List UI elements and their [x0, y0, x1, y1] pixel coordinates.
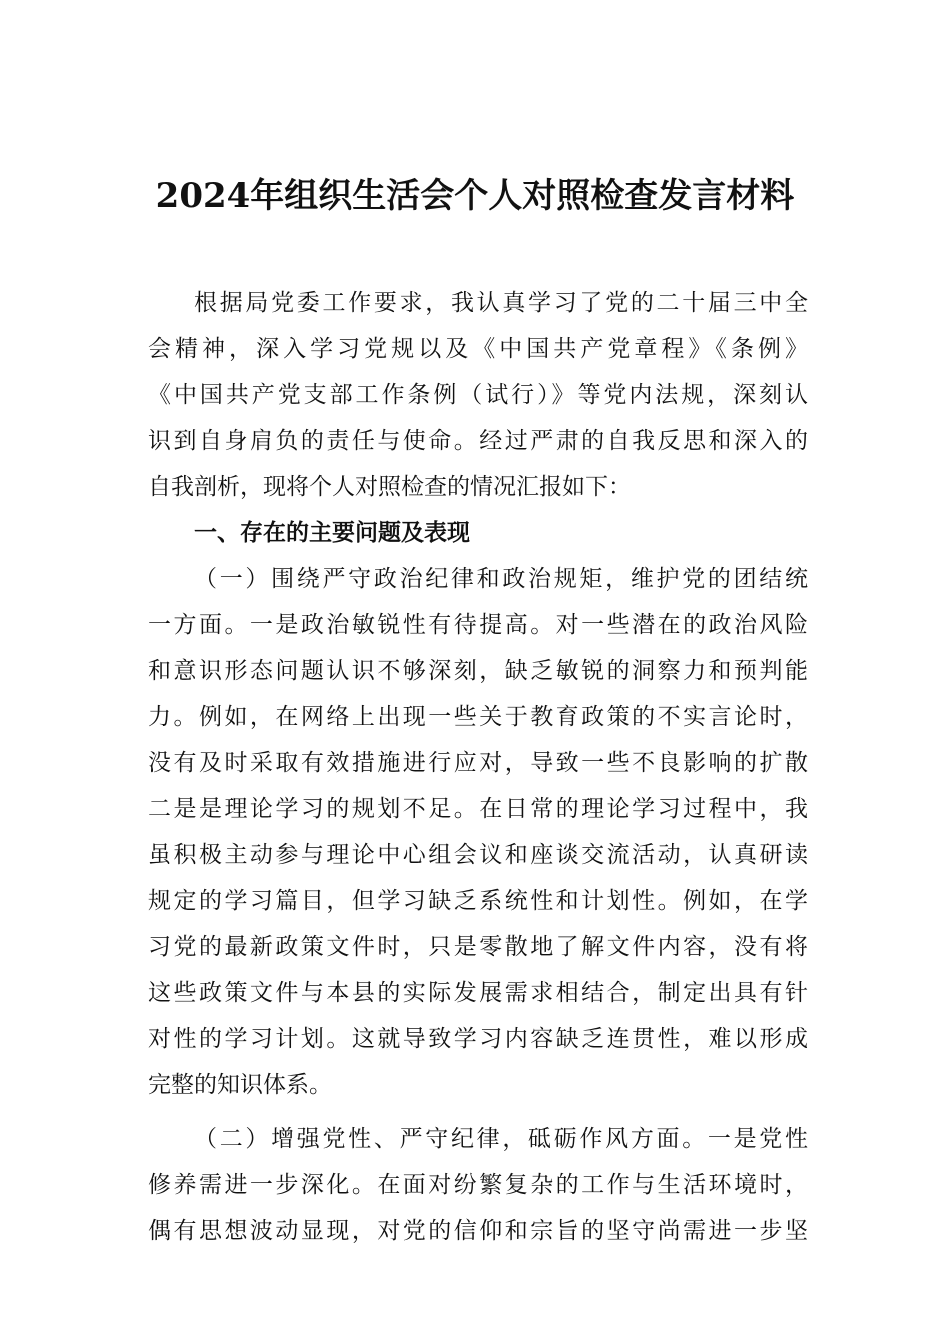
paragraph-line: 和意识形态问题认识不够深刻，缺乏敏锐的洞察力和预判能	[148, 658, 808, 684]
paragraph-line: 偶有思想波动显现，对党的信仰和宗旨的坚守尚需进一步坚	[148, 1218, 808, 1244]
document-body	[148, 280, 808, 1254]
paragraph-gap	[148, 1108, 808, 1116]
paragraph-line: （一）围绕严守政治纪律和政治规矩，维护党的团结统	[194, 566, 808, 592]
subsection-2-paragraph	[148, 1116, 808, 1254]
paragraph-line: 根据局党委工作要求，我认真学习了党的二十届三中全	[194, 290, 808, 316]
subsection-1-paragraph	[148, 556, 808, 1108]
paragraph-line: 没有及时采取有效措施进行应对，导致一些不良影响的扩散	[148, 750, 808, 776]
document-title: 2024年组织生活会个人对照检查发言材料	[155, 176, 795, 216]
paragraph-line: 修养需进一步深化。在面对纷繁复杂的工作与生活环境时，	[148, 1172, 808, 1198]
paragraph-line: 识到自身肩负的责任与使命。经过严肃的自我反思和深入的	[148, 428, 808, 454]
section-heading: 一、存在的主要问题及表现	[194, 520, 470, 546]
paragraph-line: 虽积极主动参与理论中心组会议和座谈交流活动，认真研读	[148, 842, 808, 868]
paragraph-line: 对性的学习计划。这就导致学习内容缺乏连贯性，难以形成	[148, 1026, 808, 1052]
paragraph-line: 力。例如，在网络上出现一些关于教育政策的不实言论时，	[148, 704, 808, 730]
paragraph-line: 二是是理论学习的规划不足。在日常的理论学习过程中，我	[148, 796, 808, 822]
paragraph-line: （二）增强党性、严守纪律，砥砺作风方面。一是党性	[194, 1126, 808, 1152]
paragraph-line: 习党的最新政策文件时，只是零散地了解文件内容，没有将	[148, 934, 808, 960]
paragraph-line: 一方面。一是政治敏锐性有待提高。对一些潜在的政治风险	[148, 612, 808, 638]
paragraph-line: 规定的学习篇目，但学习缺乏系统性和计划性。例如，在学	[148, 888, 808, 914]
paragraph-line: 自我剖析，现将个人对照检查的情况汇报如下：	[148, 474, 631, 500]
paragraph-line: 《中国共产党支部工作条例（试行）》等党内法规，深刻认	[148, 382, 808, 408]
paragraph-line: 这些政策文件与本县的实际发展需求相结合，制定出具有针	[148, 980, 808, 1006]
intro-paragraph	[148, 280, 808, 510]
paragraph-line: 完整的知识体系。	[148, 1072, 332, 1098]
paragraph-line: 会精神，深入学习党规以及《中国共产党章程》《条例》	[148, 336, 808, 362]
